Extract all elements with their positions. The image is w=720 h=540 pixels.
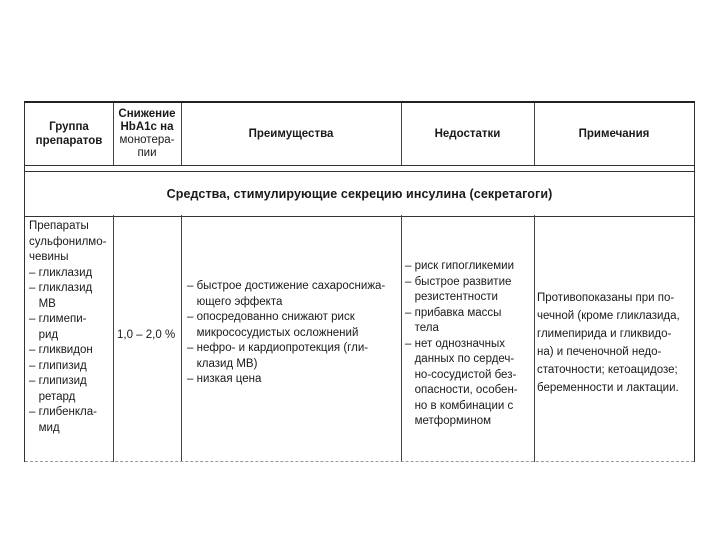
header-disadvantages: Недостатки [434, 128, 501, 140]
list-item: – глипизид [29, 375, 87, 387]
list-item: – нет однозначных [405, 337, 506, 350]
list-item: ретард [29, 390, 76, 403]
list-item: – опосредованно снижают риск [187, 311, 355, 323]
list-item: клазид МВ) [187, 357, 258, 370]
column-divider [181, 215, 182, 462]
section-row [25, 171, 694, 217]
cell-hba1c: 1,0 – 2,0 % [117, 329, 176, 341]
table-row [25, 215, 694, 462]
disadvantages-list [405, 259, 533, 430]
list-item: – гликвидон [29, 344, 93, 356]
list-item: но в комбинации с [405, 399, 514, 412]
header-divider [534, 103, 535, 165]
list-item: Препараты [29, 220, 89, 232]
list-item: – быстрое развитие [405, 275, 512, 288]
header-divider [401, 103, 402, 165]
list-item: данных по сердеч- [405, 353, 515, 365]
list-item: метформином [405, 415, 492, 427]
column-divider [401, 215, 402, 462]
list-item: статочности; кетоацидозе; [537, 364, 678, 376]
list-item: – глимепи- [29, 313, 87, 325]
list-item: – глибенкла- [29, 406, 97, 418]
list-item: – глипизид [29, 359, 87, 372]
header-hba1c-line: монотера- [119, 134, 175, 146]
header-group-line: Группа [49, 121, 89, 133]
table-header-row [25, 103, 694, 166]
list-item: но-сосудистой без- [405, 368, 517, 381]
list-item: – гликлазид [29, 282, 93, 294]
list-item: – гликлазид [29, 266, 93, 279]
header-hba1c-line: Снижение [118, 108, 176, 120]
list-item: мид [29, 421, 60, 434]
header-hba1c-line: пии [137, 147, 157, 159]
list-item: МВ [29, 297, 56, 310]
list-item: на) и печеночной недо- [537, 346, 662, 358]
list-item: – быстрое достижение сахароснижа- [187, 280, 386, 292]
cell-advantages [187, 279, 399, 388]
list-item: Противопоказаны при по- [537, 292, 675, 304]
list-item: рид [29, 328, 59, 341]
header-notes: Примечания [578, 128, 650, 140]
notes-text [537, 289, 693, 397]
list-item: опасности, особен- [405, 384, 518, 396]
cell-disadvantages [405, 259, 533, 430]
header-group-line: препаратов [35, 135, 103, 147]
list-item: сульфонилмо- [29, 235, 107, 248]
list-item: – прибавка массы [405, 306, 502, 319]
header-advantages: Преимущества [248, 128, 334, 140]
column-divider [534, 215, 535, 462]
advantages-list [187, 279, 399, 388]
header-divider [181, 103, 182, 165]
list-item: чечной (кроме гликлазида, [537, 310, 680, 322]
header-divider [113, 103, 114, 165]
list-item: – нефро- и кардиопротекция (гли- [187, 342, 369, 354]
list-item: глимепирида и гликвидо- [537, 328, 672, 340]
header-hba1c-line: HbA1c на [120, 121, 174, 133]
header-group [25, 103, 113, 165]
sulfonylurea-table [24, 101, 695, 462]
header-hba1c [113, 103, 181, 165]
list-item: микрососудистых осложнений [187, 326, 359, 339]
list-item: – низкая цена [187, 373, 262, 385]
column-divider [113, 215, 114, 462]
list-item: – риск гипогликемии [405, 260, 515, 272]
cell-group [29, 219, 113, 436]
list-item: резистентности [405, 291, 498, 303]
list-item: тела [405, 322, 439, 334]
list-item: чевины [29, 251, 69, 263]
section-title: Средства, стимулирующие секрецию инсулина (секретагоги) [166, 187, 553, 201]
list-item: ющего эффекта [187, 295, 283, 308]
drug-list [29, 219, 113, 436]
cell-notes [537, 289, 693, 397]
list-item: беременности и лактации. [537, 382, 679, 394]
